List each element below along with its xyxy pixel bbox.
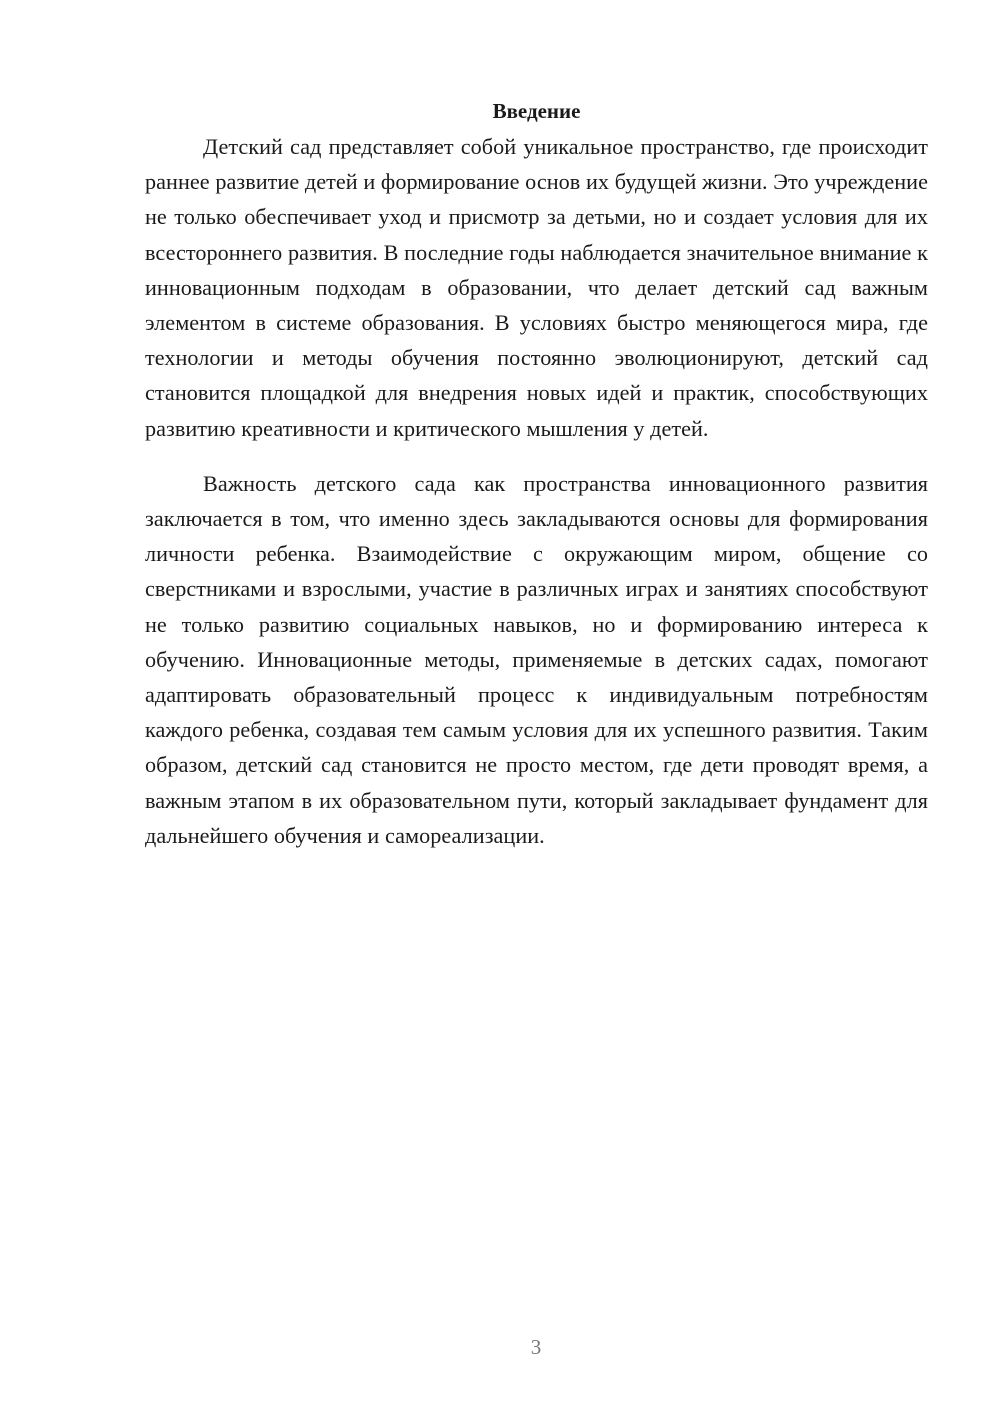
- page-number: 3: [530, 1335, 542, 1359]
- paragraph-1: Детский сад представляет собой уникальное пространство, где происходит раннее развитие детей и формирование основ их будущей жизни. Это учреждение не только обеспечивает уход и присмотр за детьми, но и создает условия для их всестороннего развития. В последние годы наблюдается значительное внимание к инновационным подходам в образовании, что делает детский сад важным элементом в системе образования. В условиях быстро меняющегося мира, где технологии и методы обучения постоянно эволюционируют, детский сад становится площадкой для внедрения новых идей и практик, способствующих развитию креативности и критического мышления у детей.: [145, 134, 928, 441]
- paragraph-2: Важность детского сада как пространства инновационного развития заключается в том, что именно здесь закладываются основы для формирования личности ребенка. Взаимодействие с окружающим миром, общение со сверстниками и взрослыми, участие в различных играх и занятиях способствуют не только развитию социальных навыков, но и формированию интереса к обучению. Инновационные методы, применяемые в детских садах, помогают адаптировать образовательный процесс к индивидуальным потребностям каждого ребенка, создавая тем самым условия для их успешного развития. Таким образом, детский сад становится не просто местом, где дети проводят время, а важным этапом в их образовательном пути, который закладывает фундамент для дальнейшего обучения и самореализации.: [145, 470, 928, 848]
- section-heading: Введение: [492, 99, 581, 123]
- page-content: [145, 96, 928, 853]
